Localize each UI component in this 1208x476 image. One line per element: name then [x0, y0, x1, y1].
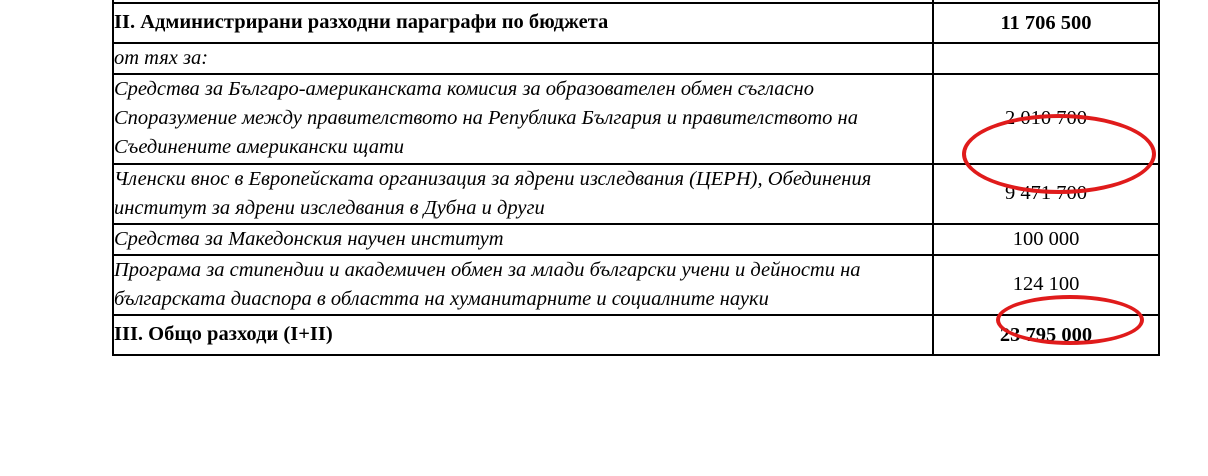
row-value-cell	[933, 74, 1159, 163]
row-value-text: 2 010 700	[1005, 107, 1087, 130]
budget-table	[112, 0, 1160, 356]
row-label-cell	[113, 224, 933, 255]
row-label-text: от тях за:	[114, 47, 209, 70]
table-row	[113, 224, 1159, 255]
table-row	[113, 315, 1159, 355]
row-value-text: 100 000	[1012, 227, 1080, 250]
budget-table-body	[113, 0, 1159, 355]
row-value-cell	[933, 224, 1159, 255]
table-row	[113, 164, 1159, 224]
row-value-text: 11 706 500	[1000, 11, 1092, 34]
row-value-text: 23 795 000	[999, 323, 1093, 346]
row-label-cell	[113, 74, 933, 163]
row-label-cell	[113, 255, 933, 315]
table-row	[113, 74, 1159, 163]
row-label-text: Програма за стипендии и академичен обмен за млади български учени и дейности на българската диаспора в областта на хуманитарните и социалните науки	[114, 258, 861, 310]
row-label-text: Средства за Македонския научен институт	[114, 227, 504, 250]
row-value-cell	[933, 315, 1159, 355]
row-label-cell	[113, 164, 933, 224]
row-value-cell	[933, 164, 1159, 224]
row-label-cell	[113, 43, 933, 74]
row-label-text: Членски внос в Европейската организация за ядрени изследвания (ЦЕРН), Обединения институт за ядрени изследвания в Дубна и други	[114, 167, 872, 219]
table-row	[113, 43, 1159, 74]
row-label-cell	[113, 315, 933, 355]
table-row	[113, 3, 1159, 43]
row-value-cell	[933, 3, 1159, 43]
row-value-text: 9 471 700	[1005, 182, 1087, 205]
row-label-text: III. Общо разходи (I+II)	[114, 323, 333, 346]
row-label-text: II. Администрирани разходни параграфи по бюджета	[114, 11, 609, 33]
row-label-cell	[113, 3, 933, 43]
row-label-text: Средства за Българо-американската комисия за образователен обмен съгласно Споразумение между правителството на Република България и правителството на Съединените американски щати	[114, 78, 858, 159]
row-value-cell	[933, 255, 1159, 315]
row-value-text: 124 100	[1012, 273, 1080, 296]
row-value-cell	[933, 43, 1159, 74]
table-row	[113, 255, 1159, 315]
